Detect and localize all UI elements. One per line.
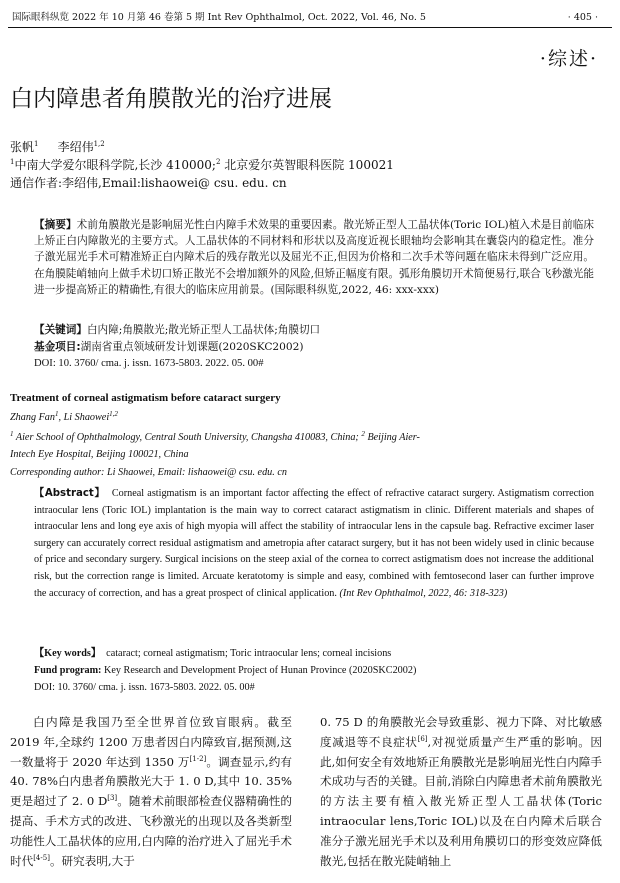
author-sup: 1,2	[109, 410, 118, 418]
fund-label: Fund program:	[34, 665, 102, 676]
affil-sup: 1	[10, 158, 15, 166]
affil-text: Beijing Aier-	[364, 432, 420, 443]
body-column-left	[10, 713, 292, 871]
article-title-cn: 白内障患者角膜散光的治疗进展	[10, 86, 332, 112]
body-column-right	[320, 713, 602, 871]
author-list-en	[10, 410, 118, 425]
abstract-citation: (国际眼科纵览,2022, 46: xxx-xxx)	[270, 283, 439, 296]
body-text: 0. 75 D 的角膜散光会导致重影、视力下降、对比敏感度减退等不良症状	[320, 715, 602, 749]
author-name: 李绍伟	[57, 140, 94, 154]
abstract-cn	[34, 217, 594, 298]
affil-sup: 2	[361, 430, 365, 438]
corresponding-author-cn: 通信作者:李绍伟,Email:lishaowei@ csu. edu. cn	[10, 176, 287, 190]
keywords-label: 【关键词】	[34, 324, 87, 336]
corresponding-author-en: Corresponding author: Li Shaowei, Email: lishaowei@ csu. edu. cn	[10, 467, 287, 478]
author-sup: 1	[55, 410, 59, 418]
author-name: 张帆	[10, 140, 35, 154]
column-label: ·综述·	[539, 48, 598, 70]
abstract-text: 术前角膜散光是影响屈光性白内障手术效果的重要因素。散光矫正型人工晶状体(Toric IOL)植入术是目前临床上矫正白内障散光的主要方式。人工晶状体的不同材料和形状以及高度近视长眼轴均会影响其在囊袋内的稳定性。准分子激光屈光手术可精准矫正白内障术后的残存散光以及屈光不正,但因为价格和二次手术等问题在临床未得到广泛应用。在角膜陡峭轴向上做手术切口矫正散光不会增加额外的风险,但矫正幅度有限。弧形角膜切开术简便易行,联合飞秒激光能进一步提高矫正的精确性,有很大的临床应用前景。	[34, 219, 594, 296]
citation-ref: [3]	[107, 794, 118, 803]
keywords-text: 白内障;角膜散光;散光矫正型人工晶状体;角膜切口	[86, 324, 321, 336]
author-name: Zhang Fan	[10, 412, 55, 423]
citation-ref: [4-5]	[33, 853, 50, 862]
citation-ref: [1-2]	[189, 754, 207, 763]
affil-text: Aier School of Ophthalmology, Central South University, Changsha 410083, China;	[13, 432, 362, 443]
fund-en	[34, 663, 416, 678]
fund-text: 湖南省重点领域研发计划课题(2020SKC2002)	[80, 341, 304, 353]
body-text: 。调查显示,约有 40. 78%白内患者角膜散光大于 1. 0 D,其中 10. 35%更是超过了 2. 0 D	[10, 754, 292, 809]
fund-cn	[34, 339, 304, 355]
doi-en: DOI: 10. 3760/ cma. j. issn. 1673-5803. 2022. 05. 00#	[34, 682, 255, 693]
abstract-label: 【摘要】	[34, 219, 77, 231]
body-text: 白内障是我国乃至全世界首位致盲眼病。截至 2019 年,全球约 1200 万患者因白内障致盲,据预测,这一数量将于 2020 年达到 1350 万	[10, 715, 292, 769]
author-sup: 1,2	[93, 140, 105, 148]
citation-ref: [6]	[417, 734, 428, 743]
abstract-label: 【Abstract】	[34, 488, 106, 499]
body-text: ,对视觉质量产生严重的影响。因此,如何安全有效地矫正角膜散光是影响屈光性白内障手术成功与否的关键。目前,消除白内障患者术前角膜散光的方法主要有植入散光矫正型人工晶状体(Toric intraocular lens,Toric IOL)以及在白内障术后联合准分子激光屈光手术以及利用角膜切口的形变效应降低散光,包括在散光陡峭轴上	[320, 734, 602, 868]
affil-text: 北京爱尔英智眼科医院 100021	[220, 158, 394, 172]
journal-info: 国际眼科纵览 2022 年 10 月第 46 卷第 5 期 Int Rev Ophthalmol, Oct. 2022, Vol. 46, No. 5	[12, 12, 426, 23]
keywords-text: cataract; corneal astigmatism; Toric intraocular lens; corneal incisions	[106, 648, 392, 659]
affil-sup: 2	[215, 158, 221, 166]
running-head	[8, 10, 612, 28]
header-rule	[8, 27, 612, 28]
keywords-cn	[34, 322, 320, 338]
abstract-en	[34, 486, 594, 602]
abstract-citation: (Int Rev Ophthalmol, 2022, 46: 318-323)	[339, 587, 508, 599]
doi-cn: DOI: 10. 3760/ cma. j. issn. 1673-5803. 2022. 05. 00#	[34, 358, 264, 369]
affiliation-cn	[10, 158, 394, 173]
article-title-en: Treatment of corneal astigmatism before cataract surgery	[10, 392, 281, 404]
author-name: , Li Shaowei	[58, 412, 110, 423]
abstract-text: Corneal astigmatism is an important factor affecting the effect of refractive cataract surgery. Astigmatism correction intraocular lens (Toric IOL) implantation is the main way to correct cataract astigmatism in clinic. Different materials and shapes of intraocular lens and long eye axis of high myopia will affect the stability of intraocular lens in the capsule bag. Refractive excimer laser surgery can accurately correct residual astigmatism and ametropia after cataract surgery, but it has not been widely used in clinic because of price and secondary surgery. Surgical incisions on the steep axial of the cornea to correct astigmatism does not increase the additional risk, but the correction range is limited. Arcuate keratotomy is simple and easy, combined with femtosecond laser can further improve the accuracy of correction, and has a great prospect of clinical application.	[34, 488, 595, 599]
affiliation-en-line1	[10, 430, 420, 445]
fund-text: Key Research and Development Project of Hunan Province (2020SKC2002)	[104, 665, 417, 676]
author-list-cn	[10, 140, 105, 155]
keywords-en	[34, 646, 391, 661]
page-number: · 405 ·	[567, 12, 598, 23]
fund-label: 基金项目:	[34, 341, 81, 353]
keywords-label: 【Key words】	[34, 648, 102, 659]
author-sup: 1	[34, 140, 39, 148]
affiliation-en-line2: Intech Eye Hospital, Beijing 100021, China	[10, 449, 189, 460]
affil-sup: 1	[10, 430, 14, 438]
affil-text: 中南大学爱尔眼科学院,长沙 410000;	[14, 158, 216, 172]
body-text: 。随着术前眼部检查仪器精确性的提高、手术方式的改进、飞秒激光的出现以及各类新型功能性人工晶状体的应用,白内障的治疗进入了屈光手术时代	[10, 794, 292, 868]
body-text: 。研究表明,大于	[49, 853, 135, 868]
